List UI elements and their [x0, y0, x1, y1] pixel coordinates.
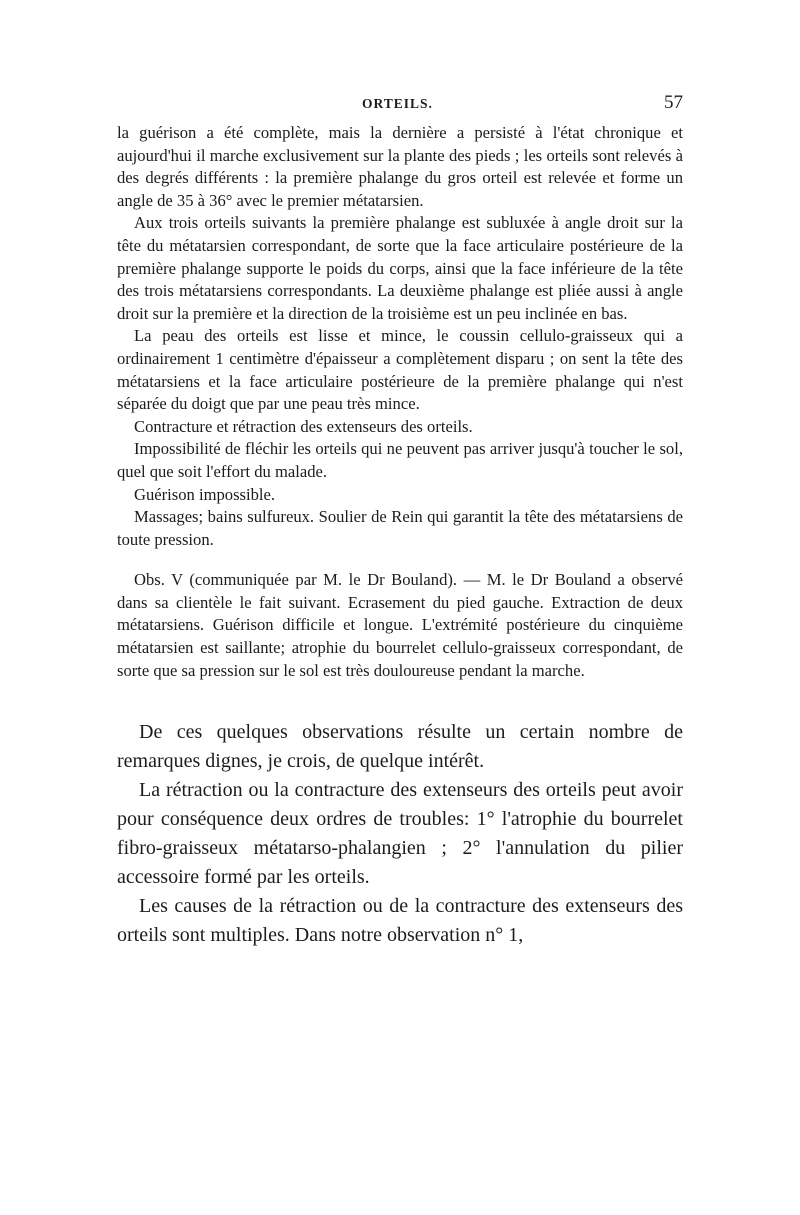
discussion-text: [117, 718, 683, 950]
book-page: [117, 92, 683, 950]
observation-five: Obs. V (communiquée par M. le Dr Bouland). — M. le Dr Bouland a observé dans sa clientèle le fait suivant. Ecrasement du pied gauche. Extraction de deux métatarsiens. Guérison difficile et longue. L'extrémité postérieure du cinquième métatarsien est saillante; atrophie du bourrelet cellulo-graisseux correspondant, de sorte que sa pression sur le sol est très douloureuse pendant la marche.: [117, 570, 683, 680]
paragraph-causes: Les causes de la rétraction ou de la contracture des extenseurs des orteils sont multiples. Dans notre observation n° 1,: [117, 895, 683, 947]
paragraph-impossibility: Impossibilité de fléchir les orteils qui ne peuvent pas arriver jusqu'à toucher le sol, quel que soit l'effort du malade.: [117, 439, 683, 481]
paragraph-remarks: De ces quelques observations résulte un certain nombre de remarques dignes, je crois, de quelque intérêt.: [117, 721, 683, 773]
paragraph-phalanges: Aux trois orteils suivants la première phalange est subluxée à angle droit sur la tête du métatarsien correspondant, de sorte que la face articulaire postérieure de la première phalange supporte le poids du corps, ainsi que la face inférieure de la tête des trois métatarsiens correspondants. La deuxième phalange est pliée aussi à angle droit sur la première et la direction de la troisième est un peu inclinée en bas.: [117, 213, 683, 323]
spacer: [117, 682, 683, 718]
paragraph-consequences: La rétraction ou la contracture des extenseurs des orteils peut avoir pour conséquence deux ordres de troubles: 1° l'atrophie du bourrelet fibro-graisseux métatarso-phalangien ; 2° l'annulation du pilier accessoire formé par les orteils.: [117, 779, 683, 889]
running-title: ORTEILS.: [362, 96, 433, 111]
paragraph-skin: La peau des orteils est lisse et mince, le coussin cellulo-graisseux qui a ordinairement 1 centimètre d'épaisseur a complètement disparu ; on sent la tête des métatarsiens et la face articulaire postérieure de la première phalange qui n'est séparée du doigt que par une peau très mince.: [117, 326, 683, 414]
paragraph-treatment: Massages; bains sulfureux. Soulier de Rein qui garantit la tête des métatarsiens de toute pression.: [117, 507, 683, 549]
case-report-text: [117, 122, 683, 682]
spacer: [117, 551, 683, 569]
page-number: 57: [664, 92, 683, 113]
running-header: [117, 92, 683, 122]
paragraph-prognosis: Guérison impossible.: [134, 484, 276, 504]
paragraph-diagnosis: Contracture et rétraction des extenseurs des orteils.: [134, 416, 473, 436]
paragraph-continuation: la guérison a été complète, mais la dernière a persisté à l'état chronique et aujourd'hui il marche exclusivement sur la plante des pieds ; les orteils sont relevés à des degrés différents : la première phalange du gros orteil est relevée et forme un angle de 35 à 36° avec le premier métatarsien.: [117, 123, 683, 210]
